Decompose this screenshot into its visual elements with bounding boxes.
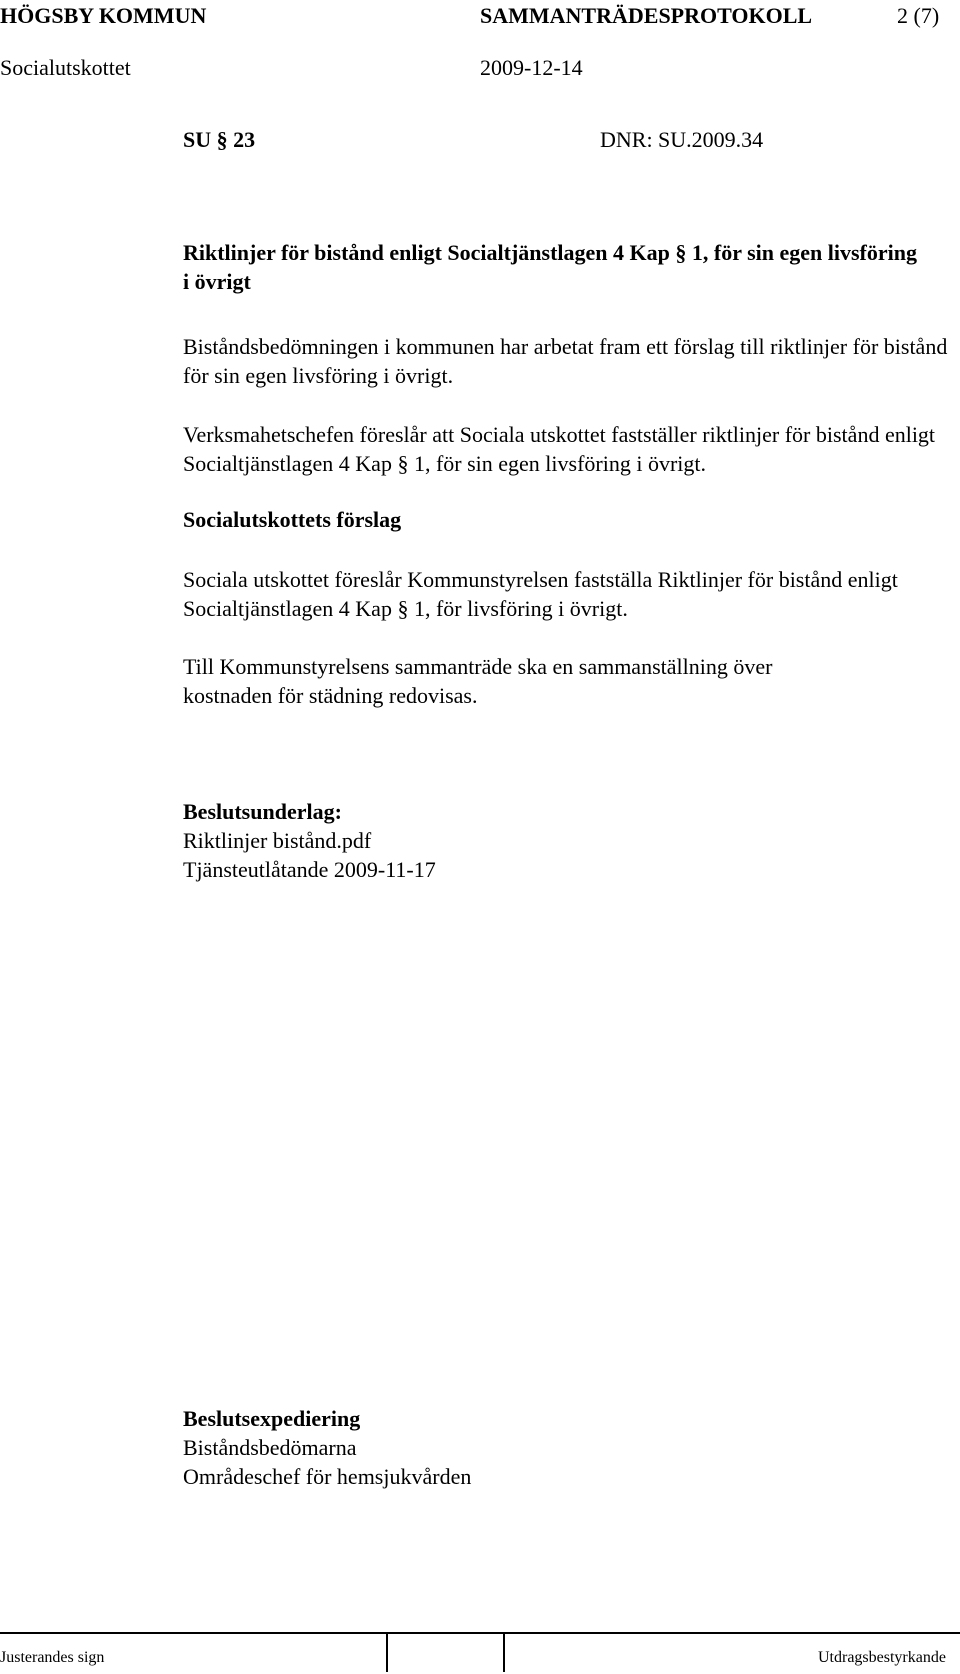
paragraph-background: Biståndsbedömningen i kommunen har arbetat fram ett förslag till riktlinjer för bistånd för sin egen livsföring i övrigt. (183, 334, 948, 388)
document-type: SAMMANTRÄDESPROTOKOLL (480, 3, 813, 28)
basis-heading: Beslutsunderlag: (183, 799, 342, 824)
proposal-heading: Socialutskottets förslag (183, 507, 402, 532)
meeting-date: 2009-12-14 (480, 55, 583, 80)
signature-box-divider (503, 1632, 505, 1672)
footer-divider (0, 1632, 960, 1634)
paragraph-committee-proposal: Sociala utskottet föreslår Kommunstyrelsen fastställa Riktlinjer för bistånd enligt Socialtjänstlagen 4 Kap § 1, för livsföring i övrigt. (183, 567, 898, 621)
footer-certification-label: Utdragsbestyrkande (818, 1649, 946, 1666)
dispatch-item: Biståndsbedömarna (183, 1435, 357, 1460)
footer-signature-label: Justerandes sign (0, 1649, 105, 1666)
dispatch-item: Områdeschef för hemsjukvården (183, 1464, 472, 1489)
dispatch-heading: Beslutsexpediering (183, 1406, 361, 1431)
basis-item: Tjänsteutlåtande 2009-11-17 (183, 857, 436, 882)
paragraph-cost-summary: Till Kommunstyrelsens sammanträde ska en sammanställning över kostnaden för städning redovisas. (183, 654, 773, 708)
page-title: Riktlinjer för bistånd enligt Socialtjänstlagen 4 Kap § 1, för sin egen livsföring i övrigt (183, 240, 917, 294)
page-number: 2 (7) (897, 3, 940, 28)
basis-item: Riktlinjer bistånd.pdf (183, 828, 372, 853)
case-number: SU § 23 (183, 127, 256, 152)
committee-name: Socialutskottet (0, 55, 131, 80)
paragraph-proposal-chief: Verksmahetschefen föreslår att Sociala utskottet fastställer riktlinjer för bistånd enligt Socialtjänstlagen 4 Kap § 1, för sin egen livsföring i övrigt. (183, 422, 936, 476)
signature-box-divider (386, 1632, 388, 1672)
diary-number: DNR: SU.2009.34 (600, 127, 764, 152)
municipality-name: HÖGSBY KOMMUN (0, 3, 207, 28)
